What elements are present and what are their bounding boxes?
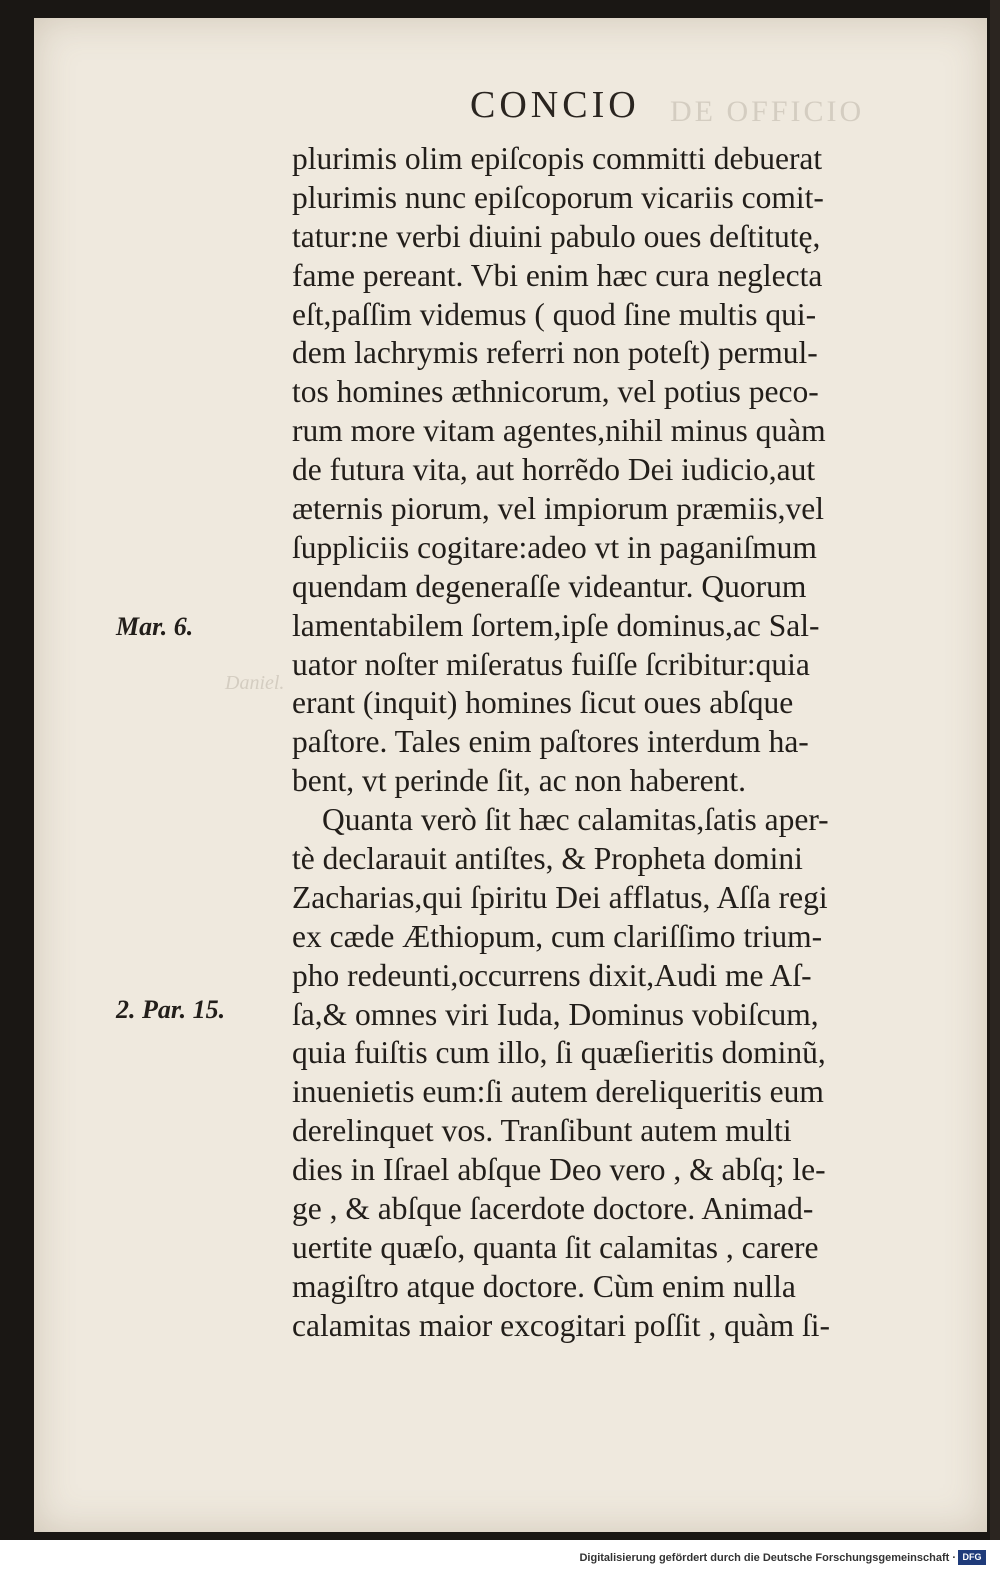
text-line: tè declarauit antiſtes, & Propheta domini	[292, 841, 803, 877]
text-line: magiſtro atque doctore. Cùm enim nulla	[292, 1268, 796, 1304]
text-line: inuenietis eum:ſi autem dereliqueritis eum	[292, 1074, 824, 1110]
text-line: plurimis olim epiſcopis committi debuerat	[292, 141, 823, 176]
text-line: Zacharias,qui ſpiritu Dei afflatus, Aſſa regi	[292, 879, 828, 915]
bleed-through-heading: DE OFFICIO	[670, 95, 865, 128]
text-line: tatur:ne verbi diuini pabulo oues deſtitutę,	[292, 218, 821, 254]
book-edge	[990, 0, 1000, 1540]
text-line: quendam degeneraſſe videantur. Quorum	[292, 568, 807, 604]
text-line: bent, vt perinde ſit, ac non haberent.	[292, 763, 746, 799]
text-line: dies in Iſrael abſque Deo vero , & abſq; le-	[292, 1152, 826, 1188]
text-line: ge , & abſque ſacerdote doctore. Animad-	[292, 1191, 814, 1227]
text-line: quia fuiſtis cum illo, ſi quæſieritis dominũ,	[292, 1035, 826, 1071]
text-line: ſa,& omnes viri Iuda, Dominus vobiſcum,	[292, 996, 819, 1032]
text-line: uator noſter miſeratus fuiſſe ſcribitur:quia	[292, 646, 810, 682]
text-line: ex cæde Æthiopum, cum clariſſimo trium-	[292, 918, 823, 954]
text-line: paſtore. Tales enim paſtores interdum ha-	[292, 724, 809, 760]
text-line: dem lachrymis referri non poteſt) permul-	[292, 335, 818, 371]
text-line: uertite quæſo, quanta ſit calamitas , carere	[292, 1229, 819, 1265]
bleed-through-note: Daniel.	[225, 672, 285, 694]
funding-credit: Digitalisierung gefördert durch die Deutsche Forschungsgemeinschaft ·	[579, 1552, 956, 1564]
text-line: æternis piorum, vel impiorum præmiis,vel	[292, 491, 824, 527]
text-line: plurimis nunc epiſcoporum vicariis comit-	[292, 179, 824, 215]
text-line: derelinquet vos. Tranſibunt autem multi	[292, 1113, 792, 1149]
text-line: lamentabilem ſortem,ipſe dominus,ac Sal-	[292, 607, 820, 643]
text-line: fame pereant. Vbi enim hæc cura neglecta	[292, 257, 823, 293]
marginal-note: Mar. 6.	[116, 612, 194, 641]
text-line: rum more vitam agentes,nihil minus quàm	[292, 413, 826, 449]
marginal-note: 2. Par. 15.	[116, 995, 226, 1024]
text-line: eſt,paſſim videmus ( quod ſine multis qui-	[292, 296, 817, 332]
running-head: CONCIO	[470, 84, 640, 126]
text-line: Quanta verò ſit hæc calamitas,ſatis aper-	[322, 802, 829, 838]
text-line: de futura vita, aut horrẽdo Dei iudicio,aut	[292, 452, 816, 488]
text-line: calamitas maior excogitari poſſit , quàm ſi-	[292, 1307, 830, 1343]
text-line: ſuppliciis cogitare:adeo vt in paganiſmum	[292, 529, 817, 565]
text-line: pho redeunti,occurrens dixit,Audi me Aſ-	[292, 957, 812, 993]
dfg-logo: DFG	[958, 1550, 986, 1565]
body-text	[292, 140, 902, 1346]
text-line: erant (inquit) homines ſicut oues abſque	[292, 685, 794, 721]
text-line: tos homines æthnicorum, vel potius peco-	[292, 374, 819, 410]
